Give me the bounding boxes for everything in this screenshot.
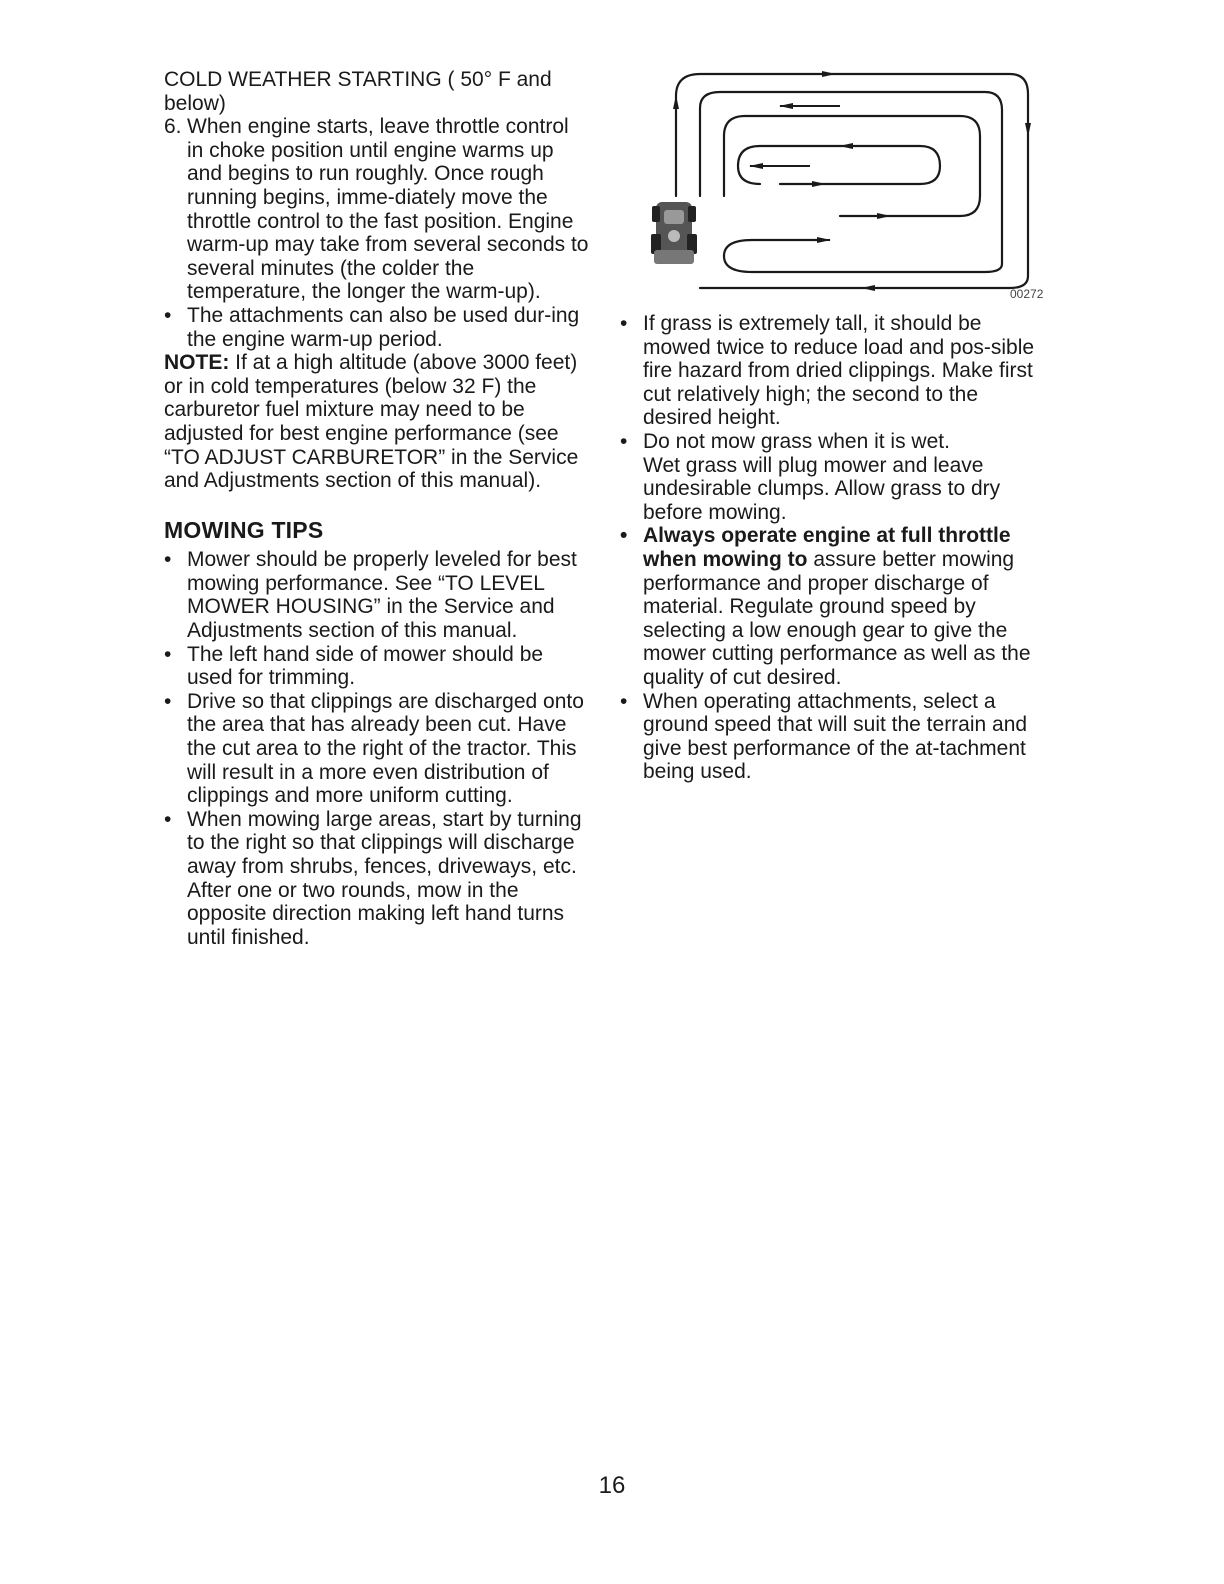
bullet-icon: • xyxy=(164,548,172,572)
list-item xyxy=(620,690,1050,784)
lawn-tractor-icon xyxy=(651,202,697,264)
mowing-tip-text: Mower should be properly leveled for best mowing performance. See “TO LEVEL MOWER HOUSING” in the Service and Adjustments section of this manual. xyxy=(187,548,577,643)
step-6 xyxy=(164,115,590,304)
mowing-tips-list xyxy=(164,548,590,949)
mowing-tip-text: The left hand side of mower should be used for trimming. xyxy=(187,642,544,690)
step-6-text: When engine starts, leave throttle control in choke position until engine warms up and begins to run roughly. Once rough running begins, imme-diately move the throttle control to the fast position. Engine warm-up may take from several seconds to several minutes (the colder the temperature, the longer the warm-up). xyxy=(187,115,589,304)
tall-grass-text: If grass is extremely tall, it should be mowed twice to reduce load and pos-sible fire hazard from dried clippings. Make first cut relatively high; the second to the desired height. xyxy=(643,312,1035,430)
bullet-icon: • xyxy=(164,303,172,327)
note-paragraph xyxy=(164,351,590,493)
wet-grass-detail: Wet grass will plug mower and leave undesirable clumps. Allow grass to dry before mowing. xyxy=(643,453,1001,524)
bullet-icon: • xyxy=(164,689,172,713)
bullet-icon: • xyxy=(620,524,628,548)
full-throttle-text: assure better mowing performance and proper discharge of material. Regulate ground speed by selecting a low enough gear to give the mower cutting performance as well as the quality of cut desired. xyxy=(643,547,1031,689)
right-column xyxy=(620,312,1050,784)
left-column xyxy=(164,68,590,949)
bullet-icon: • xyxy=(164,642,172,666)
list-item xyxy=(164,808,590,950)
cold-weather-heading: COLD WEATHER STARTING ( 50° F and below) xyxy=(164,68,552,115)
attachments-bullet-text: The attachments can also be used dur-ing the engine warm-up period. xyxy=(187,303,580,351)
list-item xyxy=(620,312,1050,430)
bullet-icon: • xyxy=(620,429,628,453)
wet-grass-text: Do not mow grass when it is wet. xyxy=(643,429,950,453)
mowing-tip-text: Drive so that clippings are discharged onto the area that has already been cut. Have the cut area to the right of the tractor. This will result in a more even distribution of clippings and more uniform cutting. xyxy=(187,689,584,808)
bullet-icon: • xyxy=(164,807,172,831)
mowing-tips-heading: MOWING TIPS xyxy=(164,516,324,543)
list-item xyxy=(620,430,1050,454)
note-label: NOTE: xyxy=(164,351,230,375)
step-number: 6. xyxy=(164,115,182,139)
attachments-bullet xyxy=(164,304,590,351)
full-throttle-bold-text: Always operate engine at full throttle when mowing to xyxy=(643,524,1011,571)
list-item xyxy=(164,548,590,642)
mowing-tip-text: When mowing large areas, start by turning to the right so that clippings will discharge away from shrubs, fences, driveways, etc. After one or two rounds, mow in the opposite direction making left hand turns until finished. xyxy=(187,807,582,949)
bullet-icon: • xyxy=(620,689,628,713)
outer-pass-path xyxy=(676,74,1028,288)
list-item xyxy=(164,690,590,808)
list-item xyxy=(620,524,1050,689)
page-number: 16 xyxy=(598,1472,626,1499)
bullet-icon: • xyxy=(620,312,628,335)
note-text: If at a high altitude (above 3000 feet) or in cold temperatures (below 32 F) the carburetor fuel mixture may need to be adjusted for best engine performance (see “TO ADJUST CARBURETOR” in the Service and Adjustments section of this manual). xyxy=(164,351,579,493)
figure-code: 00272 xyxy=(1010,287,1044,301)
list-item xyxy=(164,643,590,690)
attachments-speed-text: When operating attachments, select a ground speed that will suit the terrain and give best performance of the at-tachment being used. xyxy=(643,689,1028,784)
mowing-pattern-diagram xyxy=(640,66,1044,301)
